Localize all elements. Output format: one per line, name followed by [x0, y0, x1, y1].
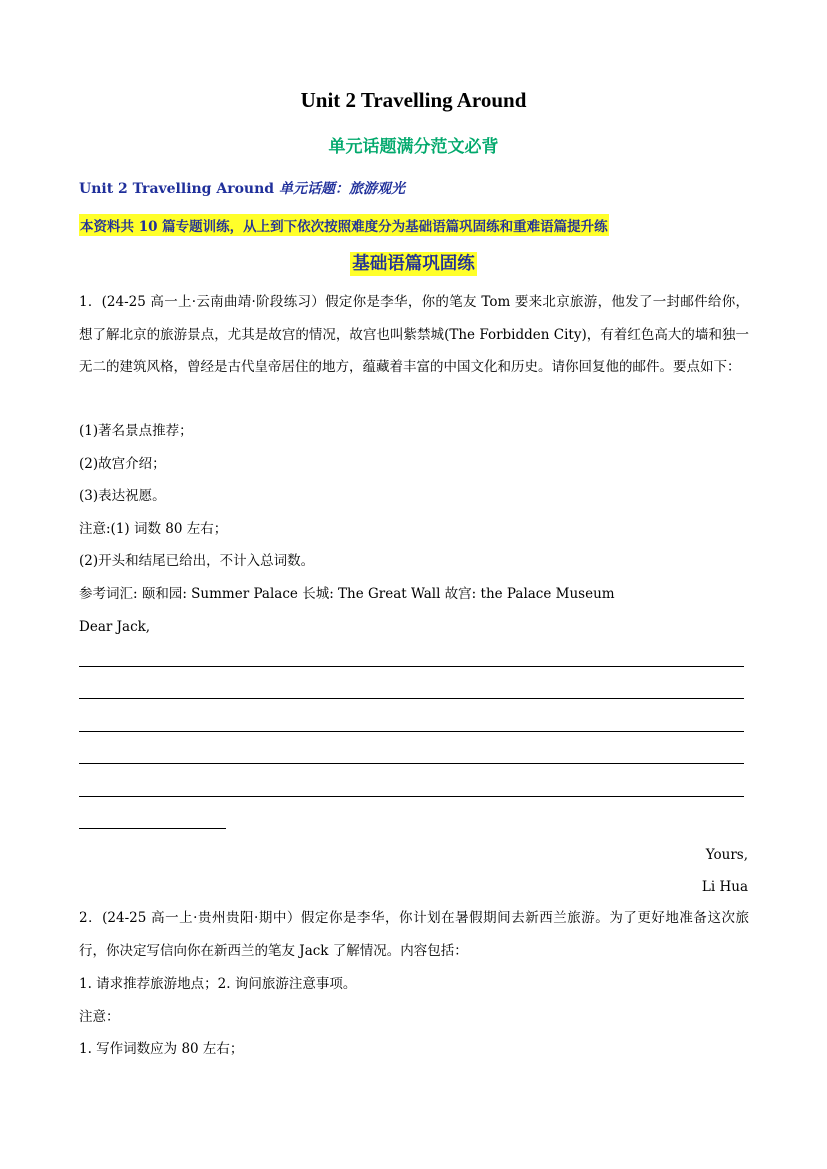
letter-salutation: Dear Jack,	[79, 619, 151, 635]
answer-line	[79, 796, 744, 797]
section-heading-text: 基础语篇巩固练	[352, 254, 475, 274]
question-2-points: 1. 请求推荐旅游地点；2. 询问旅游注意事项。	[79, 976, 357, 992]
unit-name: Unit 2 Travelling Around	[79, 181, 279, 197]
answer-line	[79, 763, 744, 764]
answer-line	[79, 666, 744, 667]
letter-signature: Li Hua	[701, 879, 748, 895]
answer-line	[79, 731, 744, 732]
section-heading	[0, 250, 827, 275]
unit-topic: 单元话题：旅游观光	[278, 181, 405, 197]
letter-closing: Yours,	[705, 847, 748, 863]
question-1-note: 注意:(1) 词数 80 左右；	[79, 521, 228, 537]
question-2-note-label: 注意：	[79, 1009, 120, 1025]
page-subtitle: 单元话题满分范文必背	[328, 137, 499, 157]
highlighted-notice: 本资料共 10 篇专题训练，从上到下依次按照难度分为基础语篇巩固练和重难语篇提升练	[79, 214, 609, 236]
question-1-vocab: 参考词汇: 颐和园: Summer Palace 长城: The Great Wall 故宫: the Palace Museum	[79, 586, 615, 602]
question-2-prompt: 2．(24-25 高一上·贵州贵阳·期中）假定你是李华，你计划在暑假期间去新西兰旅游。为了更好地准备这次旅行，你决定写信向你在新西兰的笔友 Jack 了解情况。内容包括：	[79, 910, 749, 959]
question-2-note: 1. 写作词数应为 80 左右；	[79, 1041, 244, 1057]
page-title: Unit 2 Travelling Around	[300, 88, 527, 112]
question-1-point: (1)著名景点推荐；	[79, 423, 193, 439]
question-1-note: (2)开头和结尾已给出，不计入总词数。	[79, 553, 315, 569]
unit-topic-line	[79, 178, 405, 198]
answer-line-short	[79, 828, 226, 829]
answer-line	[79, 698, 744, 699]
question-1-point: (3)表达祝愿。	[79, 488, 166, 504]
question-1-prompt: 1．(24-25 高一上·云南曲靖·阶段练习）假定你是李华，你的笔友 Tom 要来北京旅游，他发了一封邮件给你，想了解北京的旅游景点，尤其是故宫的情况，故宫也叫紫禁城(The Forbidden City)，有着红色高大的墙和独一无二的建筑风格，曾经是古代皇帝居住的地方，蕴藏着丰富的中国文化和历史。请你回复他的邮件。要点如下：	[79, 294, 749, 375]
question-1-point: (2)故宫介绍；	[79, 456, 166, 472]
